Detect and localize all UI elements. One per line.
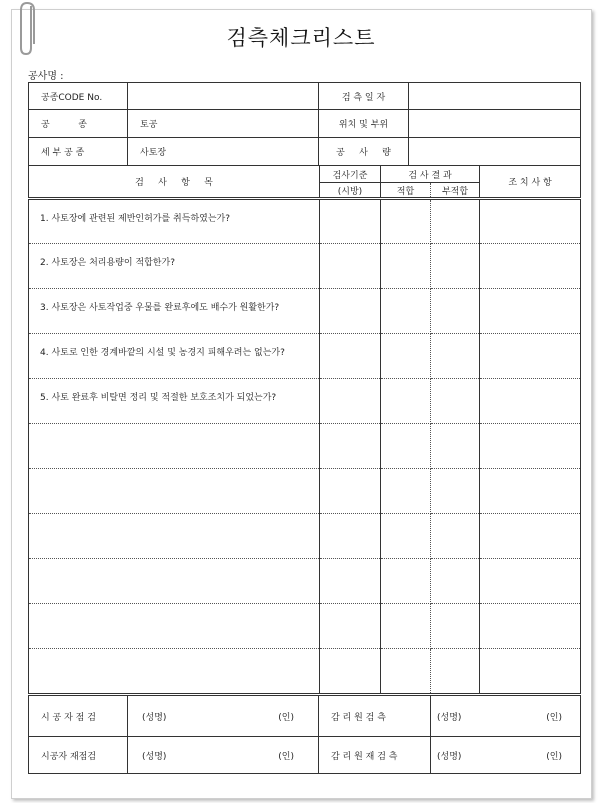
quantity-value[interactable]: [409, 138, 581, 166]
pass-cell[interactable]: [381, 379, 431, 424]
inspection-item-2: 2. 사토장은 처리용량이 적합한가?: [29, 244, 320, 289]
empty-item-cell[interactable]: [29, 469, 320, 514]
supervisor-inspection-label: 감 리 원 검 측: [319, 696, 431, 737]
pass-cell[interactable]: [381, 514, 431, 559]
standard-cell[interactable]: [320, 604, 381, 649]
inspection-table: [28, 165, 581, 694]
action-cell[interactable]: [480, 469, 581, 514]
standard-cell[interactable]: [320, 649, 381, 694]
table-row: [29, 559, 581, 604]
table-row: [29, 244, 581, 289]
standard-sub-header: (시방): [320, 183, 381, 199]
pass-cell[interactable]: [381, 199, 431, 244]
code-label: 공종CODE No.: [29, 83, 128, 110]
fail-cell[interactable]: [431, 559, 480, 604]
sub-type-value: 사토장: [128, 138, 319, 166]
empty-item-cell[interactable]: [29, 559, 320, 604]
inspection-item-1: 1. 사토장에 관련된 제반인허가를 취득하였는가?: [29, 199, 320, 244]
pass-column-header: 적합: [381, 183, 431, 199]
table-row: [29, 199, 581, 244]
table-row: [29, 289, 581, 334]
location-label: 위치 및 부위: [319, 110, 409, 138]
supervisor-signature-cell[interactable]: [431, 696, 581, 737]
pass-cell[interactable]: [381, 469, 431, 514]
action-column-header: 조 치 사 항: [480, 166, 581, 199]
inspection-item-4: 4. 사토로 인한 경계바깥의 시설 및 농경지 피해우려는 없는가?: [29, 334, 320, 379]
fail-cell[interactable]: [431, 199, 480, 244]
action-cell[interactable]: [480, 559, 581, 604]
type-value: 토공: [128, 110, 319, 138]
empty-item-cell[interactable]: [29, 649, 320, 694]
standard-cell[interactable]: [320, 199, 381, 244]
project-name-label: 공사명 :: [28, 71, 64, 82]
action-cell[interactable]: [480, 379, 581, 424]
items-column-header: 검 사 항 목: [29, 166, 320, 199]
pass-cell[interactable]: [381, 424, 431, 469]
result-column-header: 검 사 결 과: [381, 166, 480, 183]
date-value[interactable]: [409, 83, 581, 110]
pass-cell[interactable]: [381, 604, 431, 649]
code-value[interactable]: [128, 83, 319, 110]
pass-cell[interactable]: [381, 334, 431, 379]
standard-cell[interactable]: [320, 289, 381, 334]
pass-cell[interactable]: [381, 244, 431, 289]
name-label: (성명): [437, 712, 462, 723]
type-label: 공 종: [29, 110, 128, 138]
seal-label: (인): [546, 751, 562, 762]
action-cell[interactable]: [480, 604, 581, 649]
contractor-resign-cell[interactable]: [128, 737, 319, 774]
action-cell[interactable]: [480, 514, 581, 559]
standard-cell[interactable]: [320, 244, 381, 289]
action-cell[interactable]: [480, 334, 581, 379]
seal-label: (인): [278, 712, 294, 723]
action-cell[interactable]: [480, 424, 581, 469]
fail-column-header: 부적합: [431, 183, 480, 199]
fail-cell[interactable]: [431, 334, 480, 379]
name-label: (성명): [142, 751, 167, 762]
name-label: (성명): [142, 712, 167, 723]
empty-item-cell[interactable]: [29, 514, 320, 559]
name-label: (성명): [437, 751, 462, 762]
table-row: [29, 514, 581, 559]
inspection-item-5: 5. 사토 완료후 비탈면 정리 및 적절한 보호조치가 되었는가?: [29, 379, 320, 424]
seal-label: (인): [278, 751, 294, 762]
standard-cell[interactable]: [320, 424, 381, 469]
empty-item-cell[interactable]: [29, 424, 320, 469]
supervisor-reinspection-label: 감 리 원 재 검 측: [319, 737, 431, 774]
standard-column-header: 검사기준: [320, 166, 381, 183]
contractor-reinspection-label: 시공자 재점검: [29, 737, 128, 774]
fail-cell[interactable]: [431, 244, 480, 289]
table-row: [29, 604, 581, 649]
standard-cell[interactable]: [320, 379, 381, 424]
action-cell[interactable]: [480, 649, 581, 694]
table-row: [29, 334, 581, 379]
action-cell[interactable]: [480, 289, 581, 334]
fail-cell[interactable]: [431, 379, 480, 424]
table-row: [29, 649, 581, 694]
pass-cell[interactable]: [381, 289, 431, 334]
quantity-label: 공 사 량: [319, 138, 409, 166]
signature-table: [28, 695, 581, 774]
fail-cell[interactable]: [431, 469, 480, 514]
fail-cell[interactable]: [431, 649, 480, 694]
contractor-signature-cell[interactable]: [128, 696, 319, 737]
fail-cell[interactable]: [431, 604, 480, 649]
page-title: 검측체크리스트: [226, 26, 376, 50]
inspection-item-3: 3. 사토장은 사토작업중 우물를 완료후에도 배수가 원활한가?: [29, 289, 320, 334]
empty-item-cell[interactable]: [29, 604, 320, 649]
header-info-table: [28, 82, 581, 166]
action-cell[interactable]: [480, 199, 581, 244]
action-cell[interactable]: [480, 244, 581, 289]
table-row: [29, 469, 581, 514]
table-row: [29, 424, 581, 469]
contractor-inspection-label: 시 공 자 점 검: [29, 696, 128, 737]
standard-cell[interactable]: [320, 334, 381, 379]
fail-cell[interactable]: [431, 424, 480, 469]
fail-cell[interactable]: [431, 289, 480, 334]
fail-cell[interactable]: [431, 514, 480, 559]
table-row: [29, 379, 581, 424]
standard-cell[interactable]: [320, 469, 381, 514]
pass-cell[interactable]: [381, 559, 431, 604]
location-value[interactable]: [409, 110, 581, 138]
seal-label: (인): [546, 712, 562, 723]
supervisor-resign-cell[interactable]: [431, 737, 581, 774]
date-label: 검 측 일 자: [319, 83, 409, 110]
standard-cell[interactable]: [320, 559, 381, 604]
pass-cell[interactable]: [381, 649, 431, 694]
sub-type-label: 세 부 공 종: [29, 138, 128, 166]
standard-cell[interactable]: [320, 514, 381, 559]
